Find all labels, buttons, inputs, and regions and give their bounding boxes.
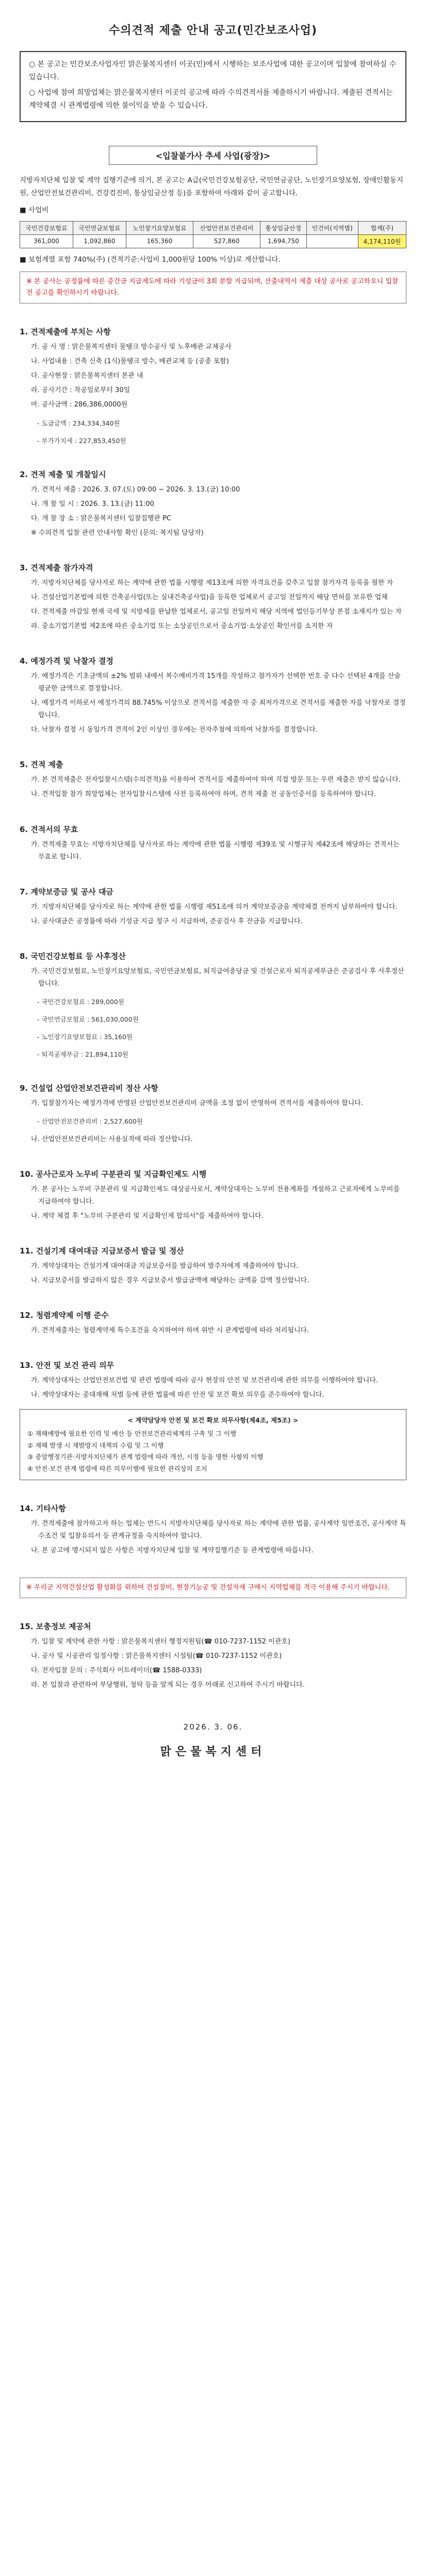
- cost-cell: 527,860: [193, 234, 260, 248]
- cost-header: 국민건강보험료: [20, 221, 73, 234]
- section-item: - 노인장기요양보험료 : 35,160원: [37, 1032, 133, 1041]
- cost-table: [20, 221, 406, 248]
- notice-section: [20, 1168, 406, 1223]
- section-item: 나. 계약 체결 후 "노무비 구분관리 및 지급확인제 합의서"를 제출하여야 합니다.: [31, 1212, 264, 1221]
- notice-box: [20, 51, 406, 122]
- cost-header: 합계(주): [358, 221, 406, 234]
- sections: [20, 326, 406, 1401]
- safety-info-line: ① 재해예방에 필요한 인력 및 예산 등 안전보건관리체계의 구축 및 그 이행: [27, 1430, 237, 1437]
- section-item: - 부가가치세 : 227,853,450원: [37, 436, 126, 445]
- section-item: 라. 중소기업기본법 제2조에 따른 중소기업 또는 소상공인으로서 중소기업·소상공인 확인서를 소지한 자: [31, 622, 333, 631]
- section-heading: 12. 청렴계약제 이행 준수: [20, 1311, 109, 1320]
- cost-cell: 165,360: [126, 234, 193, 248]
- section-item: 나. 예정가격 이하로서 예정가격의 88.745% 이상으로 견적서를 제출한 자 중 최저가격으로 견적서를 제출한 자를 낙찰자로 결정합니다.: [31, 699, 406, 720]
- notice-section: [20, 824, 406, 863]
- section-item: 다. 개 찰 장 소 : 맑은물복지센터 입찰집행관 PC: [31, 514, 171, 522]
- section-item: 나. 산업안전보건관리비는 사용실적에 따라 정산합니다.: [31, 1136, 193, 1144]
- notice-section: [20, 1245, 406, 1287]
- sections-2: [20, 1503, 406, 1557]
- section-item: 가. 견적서 제출 : 2026. 3. 07.(토) 09:00 ~ 2026. 3. 13.(금) 10:00: [31, 485, 240, 494]
- section-heading: 2. 견적 제출 및 개찰일시: [20, 469, 106, 479]
- section-item: 나. 지급보증서를 발급하지 않은 경우 지급보증서 발급금액에 해당하는 금액을 감액 정산합니다.: [31, 1277, 309, 1285]
- section-heading: 10. 공사근로자 노무비 구분관리 및 지급확인제도 시행: [20, 1170, 207, 1179]
- section-item: 마. 공사금액 : 286,386,0000원: [31, 401, 128, 409]
- section-item: 나. 계약상대자는 중대재해 처벌 등에 관한 법률에 따른 안전 및 보건 확보 의무를 준수하여야 합니다.: [31, 1391, 324, 1399]
- section-item: 가. 입찰참가자는 예정가격에 반영된 산업안전보건관리비 금액을 조정 없이 반영하여 견적서를 제출하여야 합니다.: [31, 1099, 363, 1107]
- safety-info-title: < 계약담당자 안전 및 보건 확보 의무사항(제4조, 제5조) >: [127, 1416, 299, 1424]
- section-heading: 9. 건설업 산업안전보건관리비 정산 사항: [20, 1083, 158, 1093]
- cost-cell: 361,000: [20, 234, 73, 248]
- notice-section: [20, 886, 406, 928]
- section-item: 가. 국민건강보험료, 노인장기요양보험료, 국민연금보험료, 퇴직급여충당금 및 건설근로자 퇴직공제부금은 준공검사 후 사후정산합니다.: [31, 967, 404, 988]
- section-heading: 6. 견적서의 무효: [20, 824, 78, 834]
- safety-info-line: ③ 중앙행정기관·지방자치단체가 관계 법령에 따라 개선, 시정 등을 명한 사항의 이행: [27, 1453, 264, 1461]
- section-heading: 5. 견적 제출: [20, 760, 63, 770]
- notice-line-2: ○ 사업에 참여 희망업체는 맑은물복지센터 이곳의 공고에 따라 수의견적서를 제출하시기 바랍니다. 제출된 견적서는 계약체결 시 관계법령에 의한 불이익을 받을 수 있습니다.: [29, 89, 393, 110]
- notice-date: 2026. 3. 06.: [183, 1722, 243, 1732]
- notice-section: [20, 759, 406, 801]
- section-item: 나. 견적입찰 참가 희망업체는 전자입찰시스템에 사전 등록하여야 하며, 견적 제출 전 공동인증서를 등록하여야 합니다.: [31, 790, 376, 799]
- section-item: 가. 지방자치단체를 당사자로 하는 계약에 관한 법률 시행령 제13조에 의한 자격요건을 갖추고 입찰 참가자격 등록을 필한 자: [31, 579, 394, 587]
- section-item: 가. 견적제출자는 청렴계약제 특수조건을 숙지하여야 하며 위반 시 관계법령에 따라 처리됩니다.: [31, 1327, 309, 1335]
- notice-section: [20, 326, 406, 446]
- cost-total-cell: 4,174,110원: [358, 234, 406, 248]
- section-heading: 3. 견적제출 참가자격: [20, 563, 93, 572]
- section-heading: 8. 국민건강보험료 등 사후정산: [20, 951, 126, 961]
- notice-line-1: ○ 본 공고는 민간보조사업자인 맑은물복지센터 이곳(민)에서 시행하는 보조사업에 대한 공고이며 입찰에 참여하실 수 있습니다.: [29, 60, 397, 81]
- section-item: 나. 건설산업기본법에 의한 건축공사업(또는 실내건축공사업)을 등록한 업체로서 공고일 전일까지 해당 면허를 보유한 업체: [31, 594, 388, 602]
- section-item: 가. 견적제출 무효는 지방자치단체를 당사자로 하는 계약에 관한 법률 시행령 제39조 및 시행규칙 제42조에 해당하는 견적서는 무효로 합니다.: [31, 840, 400, 861]
- contact-item: 가. 입찰 및 계약에 관한 사항 : 맑은물복지센터 행정지원팀(☎ 010-7237-1152 이관호): [31, 1638, 291, 1646]
- purpose-heading: <입찰붙가사 추세 사업(광장)>: [20, 146, 406, 165]
- contact-item: 다. 전자입찰 문의 : 주식회사 이트레이더(☎ 1588-0333): [31, 1667, 202, 1675]
- section-item: - 국민건강보험료 : 289,000원: [37, 998, 124, 1006]
- section-item: 가. 견적제출에 참가하고자 하는 업체는 반드시 지방자치단체를 당사자로 하는 계약에 관한 법률, 공사계약 일반조건, 공사계약 특수조건 및 입찰유의서 등 관계규정을 숙지하여야 합니다.: [31, 1520, 406, 1540]
- cost-header: 통상임금산정: [260, 221, 306, 234]
- section-item: 가. 본 공사는 노무비 구분관리 및 지급확인제도 대상공사로서, 계약상대자는 노무비 전용계좌를 개설하고 근로자에게 노무비를 지급하여야 합니다.: [31, 1185, 400, 1206]
- section-item: 나. 공사대금은 공정률에 따라 기성금 지급 청구 시 지급하며, 준공검사 후 잔금을 지급합니다.: [31, 917, 303, 925]
- safety-info-line: ② 재해 발생 시 재발방지 대책의 수립 및 그 이행: [27, 1441, 164, 1449]
- section-item: - 산업안전보건관리비 : 2,527,600원: [37, 1117, 143, 1126]
- section-item: 다. 낙찰자 결정 시 동일가격 견적이 2인 이상인 경우에는 전자추첨에 의하여 낙찰자를 결정합니다.: [31, 726, 318, 734]
- cost-header: 국민연금보험료: [73, 221, 126, 234]
- cost-cell: 1,092,860: [73, 234, 126, 248]
- section-heading: 7. 계약보증금 및 공사 대금: [20, 887, 113, 896]
- section-item: 가. 예정가격은 기초금액의 ±2% 범위 내에서 복수예비가격 15개를 작성하고 참가자가 선택한 번호 중 다수 선택된 4개를 산술평균한 금액으로 결정합니다.: [31, 672, 401, 693]
- contact-item: 라. 본 입찰과 관련하여 부당행위, 청탁 등을 알게 되는 경우 아래로 신고하여 주시기 바랍니다.: [31, 1681, 305, 1689]
- section-item: 라. 공사기간 : 착공일로부터 30일: [31, 386, 130, 395]
- cost-header: 산업안전보건관리비: [193, 221, 260, 234]
- notice-section: [20, 469, 406, 539]
- organization-name: 맑은물복지센터: [160, 1745, 266, 1759]
- section-heading: 14. 기타사항: [20, 1504, 66, 1513]
- cost-cell: 1,694,750: [260, 234, 306, 248]
- notice-section: [20, 655, 406, 736]
- notice-section: [20, 1503, 406, 1557]
- section-heading: 4. 예정가격 및 낙찰자 결정: [20, 656, 113, 666]
- safety-info-line: ④ 안전·보건 관계 법령에 따른 의무이행에 필요한 관리상의 조치: [27, 1464, 207, 1472]
- safety-info-box: [20, 1409, 406, 1481]
- bottom-red-notice: ※ 우리군 지역건설산업 활성화를 위하여 건설장비, 현장기능공 및 건설자재 구매시 지역업체를 적극 이용해 주시기 바랍니다.: [20, 1578, 406, 1598]
- section-item: 가. 지방자치단체를 당사자로 하는 계약에 관한 법률 시행령 제51조에 의거 계약보증금을 계약체결 전까지 납부하여야 합니다.: [31, 903, 398, 911]
- section-item: 나. 본 공고에 명시되지 않은 사항은 지방자치단체 입찰 및 계약집행기준 등 관계법령에 따릅니다.: [31, 1547, 314, 1555]
- cost-header: 노인장기요양보험료: [126, 221, 193, 234]
- cost-table-header-row: [20, 221, 406, 234]
- notice-section: [20, 562, 406, 633]
- cost-header: 인건비(지역별): [306, 221, 358, 234]
- section-heading: 13. 안전 및 보건 관리 의무: [20, 1361, 114, 1370]
- section-item: - 퇴직공제부금 : 21,894,110원: [37, 1050, 128, 1058]
- section-item: ※ 수의견적 입찰 관련 안내사항 확인 (문의: 복지팀 담당자): [31, 529, 204, 537]
- section-heading: 1. 견적제출에 부치는 사항: [20, 327, 111, 337]
- cost-cell: [306, 234, 358, 248]
- notice-section: [20, 1082, 406, 1146]
- cost-table-row: [20, 234, 406, 248]
- contact-heading: 15. 보충정보 제공처: [20, 1622, 91, 1632]
- section-item: 나. 사업내용 : 건축 신축 (1식)물탱크 방수, 배관교체 등 (공종 포함): [31, 358, 229, 366]
- cost-label: ■ 사업비: [20, 206, 49, 214]
- section-item: 가. 본 견적제출은 전자입찰시스템(수의견적)을 이용하여 견적서를 제출하여야 하며 직접 방문 또는 우편 제출은 받지 않습니다.: [31, 776, 401, 784]
- section-heading: 11. 건설기계 대여대금 지급보증서 발급 및 정산: [20, 1246, 184, 1256]
- page-title: 수의견적 제출 안내 공고(민간보조사업): [108, 24, 318, 37]
- section-item: 가. 계약상대자는 산업안전보건법 및 관련 법령에 따라 공사 현장의 안전 및 보건관리에 관한 의무를 이행하여야 합니다.: [31, 1377, 379, 1385]
- notice-section: [20, 1310, 406, 1337]
- notice-section: [20, 1360, 406, 1401]
- section-item: 가. 계약상대자는 건설기계 대여대금 지급보증서를 발급하여 발주자에게 제출하여야 합니다.: [31, 1262, 299, 1270]
- notice-section: [20, 951, 406, 1060]
- contact-section: [20, 1621, 406, 1691]
- section-item: 다. 공사현장 : 맑은물복지센터 본관 내: [31, 372, 143, 380]
- section-item: - 국민연금보험료 : 561,030,000원: [37, 1015, 139, 1024]
- contact-item: 나. 공사 및 시공관리 일정사항 : 맑은물복지센터 시설팀(☎ 010-7237-1152 이관호): [31, 1652, 282, 1660]
- section-item: 다. 견적제출 마감일 현재 국세 및 지방세를 완납한 업체로서, 공고일 전일까지 해당 지역에 법인등기부상 본점 소재지가 있는 자: [31, 608, 402, 616]
- red-notice: ※ 본 공사는 공정률에 따른 중간금 지급제도에 따라 기성금이 3회 분할 지급되며, 산출내역서 제출 대상 공사로 공고하오니 입찰 전 공고를 확인하시기 바랍니다.: [20, 272, 406, 303]
- section-item: 나. 개 찰 일 시 : 2026. 3. 13.(금) 11:00: [31, 500, 154, 508]
- purpose-text: 지방자치단체 입찰 및 계약 집행기준에 의거, 본 공고는 A급(국민건강보험공단, 국민연금공단, 노인장기요양보험, 장애인활동지원, 산업안전보건관리비, 건강검진비, 통상임금산정 등)을 포함하여 아래와 같이 공고합니다.: [20, 176, 403, 197]
- section-item: - 도급금액 : 234,334,340원: [37, 419, 120, 427]
- section-item: 가. 공 사 명 : 맑은물복지센터 물탱크 방수공사 및 노후배관 교체공사: [31, 343, 232, 351]
- cost-note: ■ 보험계열 포함 740%(주) (견적기준:사업비 1,000원당 100% 이상)로 계산합니다.: [20, 255, 281, 264]
